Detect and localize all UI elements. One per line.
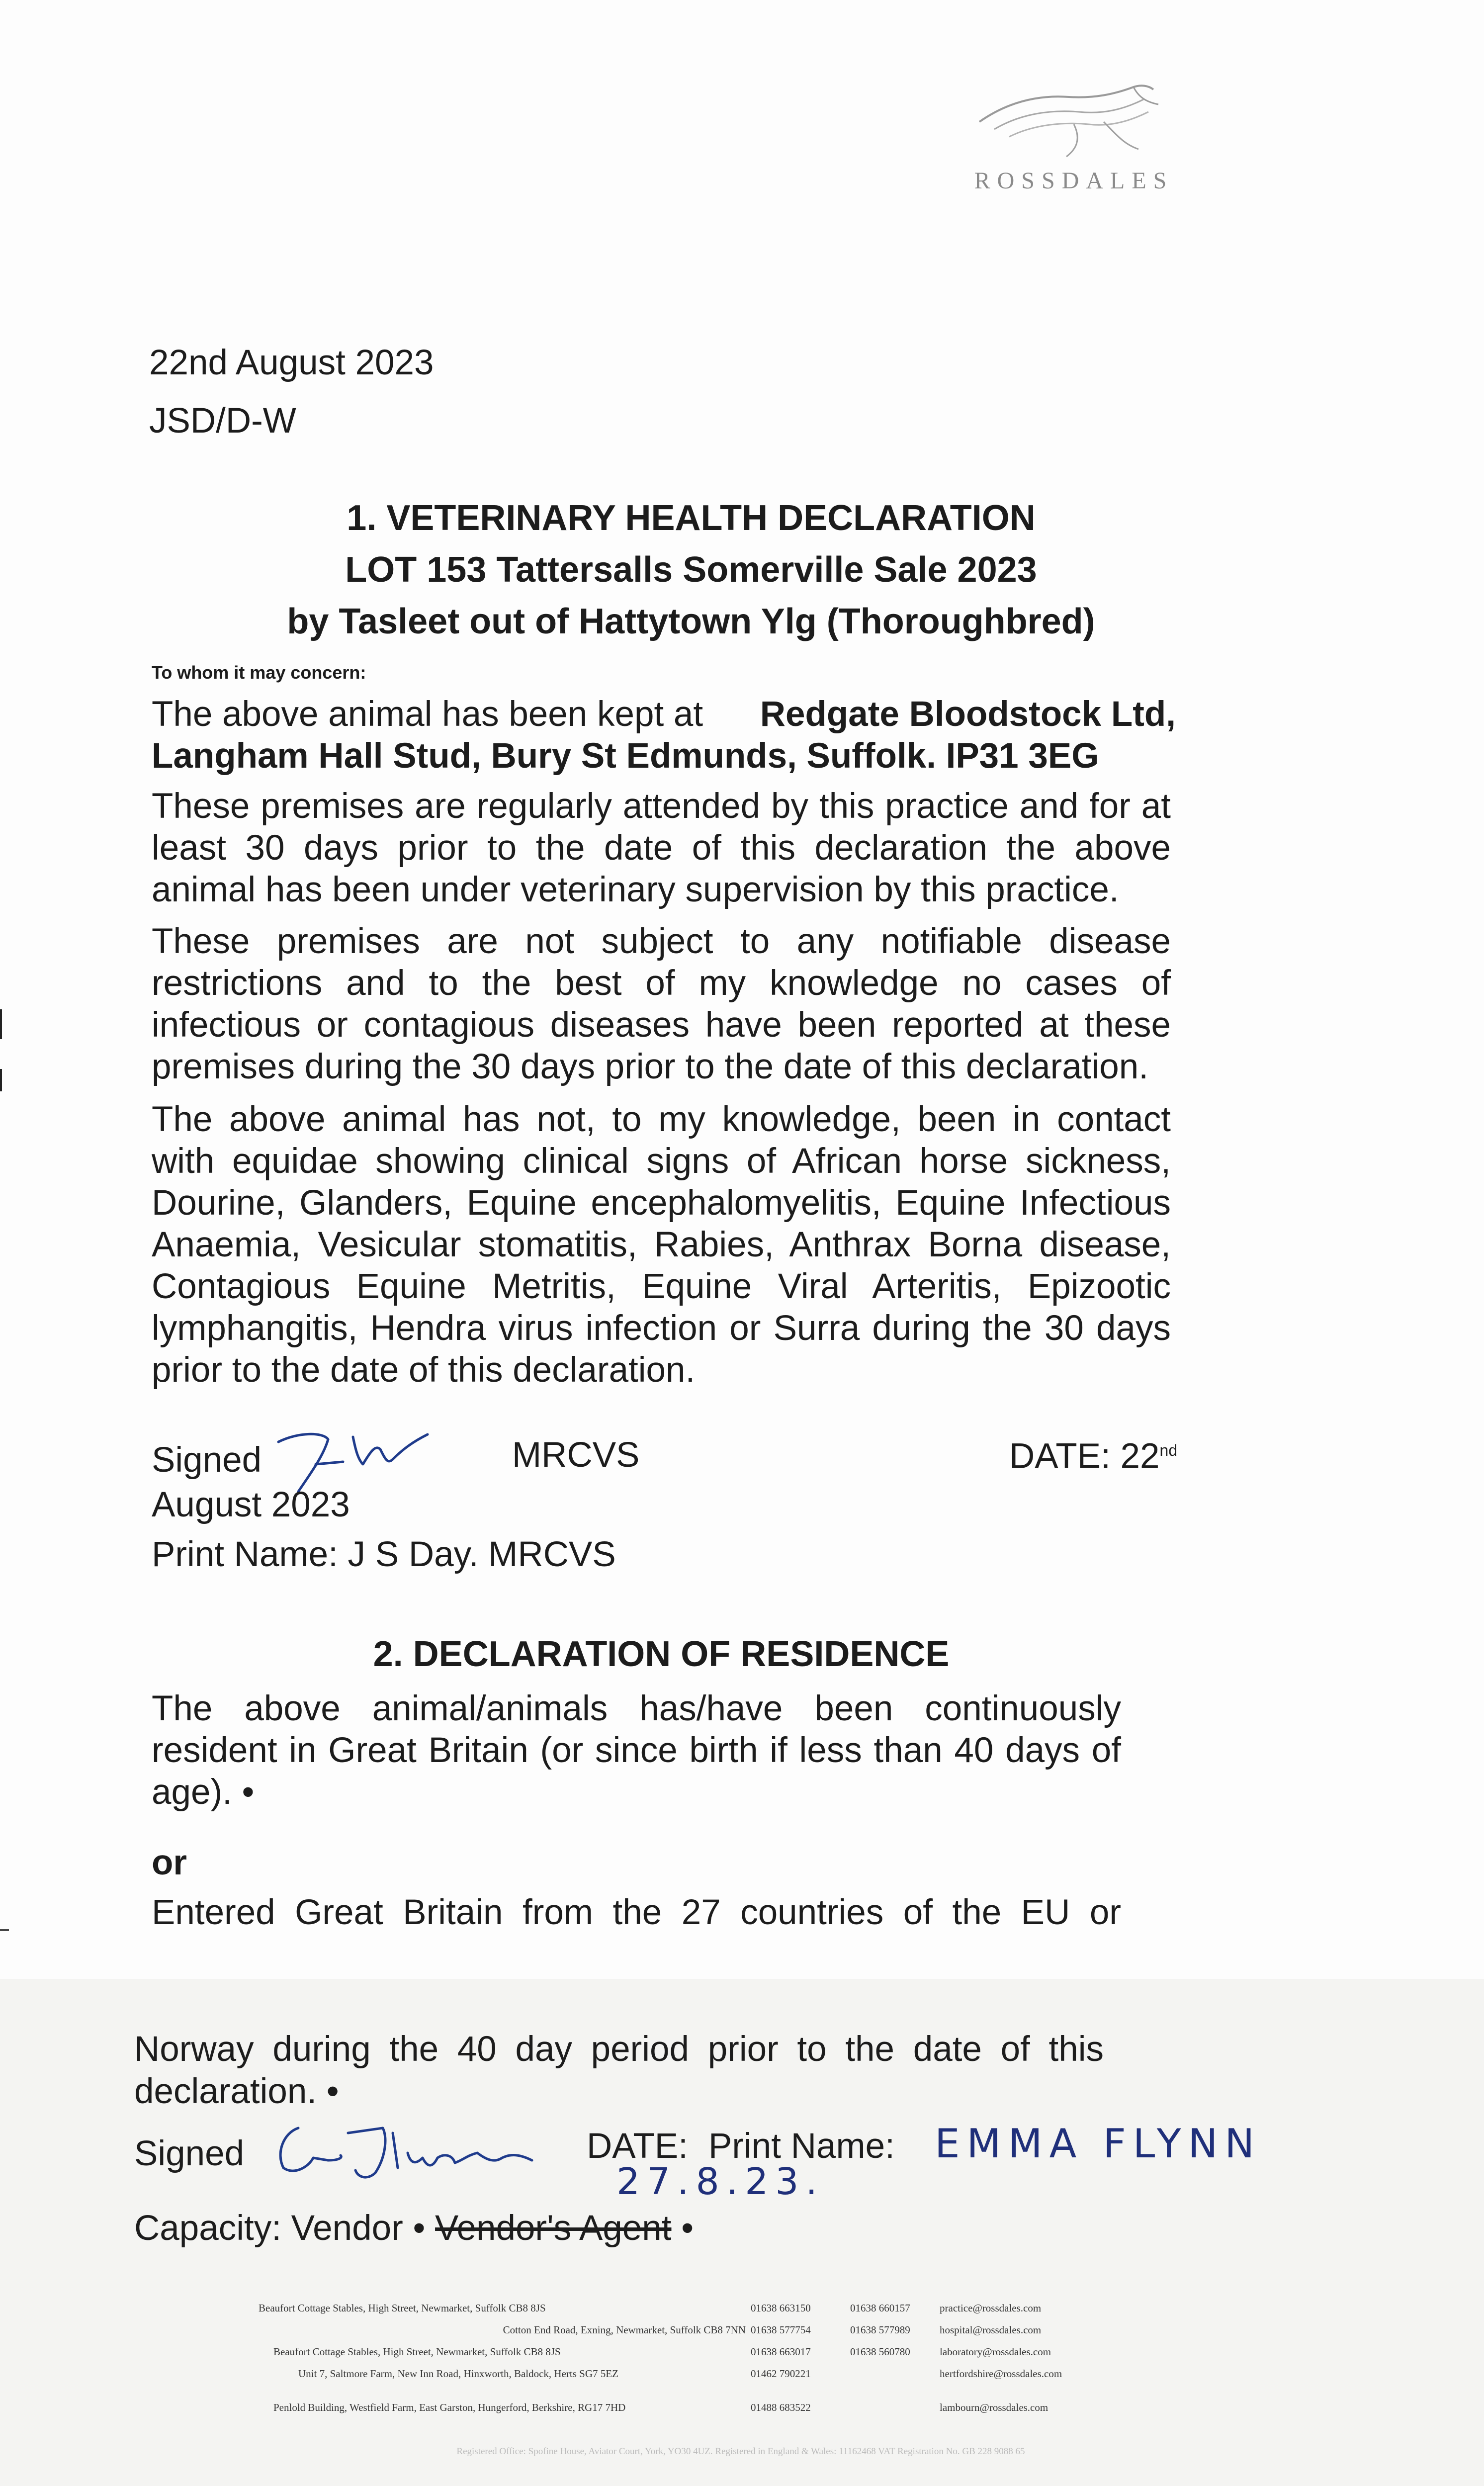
capacity-vendor: Capacity: Vendor • bbox=[134, 2209, 426, 2248]
vendor-print-name-label: Print Name: bbox=[708, 2127, 895, 2166]
vet-print-name: Print Name: J S Day. MRCVS bbox=[152, 1535, 616, 1574]
vendor-signature bbox=[268, 2113, 547, 2188]
para3-line: These premises are not subject to any notifiable disease bbox=[152, 922, 1171, 961]
vet-date bbox=[1009, 1429, 1177, 1478]
registered-office: Registered Office: Spofine House, Aviator Court, York, YO30 4UZ. Registered in England & Wales: 11162468 VAT Registration No. GB 228 9088 65 bbox=[456, 2446, 1025, 2457]
footer-fax: 01638 577989 bbox=[850, 2324, 910, 2336]
residence-paragraph bbox=[152, 694, 1176, 777]
capacity-bullet: • bbox=[681, 2209, 694, 2248]
para1-intro: The above animal has been kept at bbox=[152, 695, 703, 734]
footer-phone: 01488 683522 bbox=[751, 2401, 811, 2413]
para4-line: Anaemia, Vesicular stomatitis, Rabies, Anthrax Borna disease, bbox=[152, 1225, 1171, 1264]
footer-address: Unit 7, Saltmore Farm, New Inn Road, Hinxworth, Baldock, Herts SG7 5EZ bbox=[298, 2368, 618, 2380]
para2-line: These premises are regularly attended by this practice and for at bbox=[152, 787, 1171, 826]
scan-edge-mark bbox=[0, 1069, 2, 1091]
capacity-line bbox=[134, 2208, 694, 2249]
salutation: To whom it may concern: bbox=[152, 662, 366, 683]
para1-address-line1: Redgate Bloodstock Ltd, bbox=[760, 695, 1176, 734]
footer-address: Cotton End Road, Exning, Newmarket, Suffolk CB8 7NN bbox=[503, 2324, 746, 2336]
contact-paragraph bbox=[152, 1099, 1171, 1391]
footer-email: lambourn@rossdales.com bbox=[940, 2401, 1048, 2413]
continuation-page bbox=[0, 1979, 1484, 2486]
rossdales-logo bbox=[969, 75, 1183, 204]
section2-para2-line3: declaration. • bbox=[134, 2072, 339, 2111]
scan-edge-mark bbox=[0, 1009, 2, 1039]
letter-date: 22nd August 2023 bbox=[149, 343, 434, 382]
para4-line: with equidae showing clinical signs of African horse sickness, bbox=[152, 1142, 1171, 1181]
footer-email: practice@rossdales.com bbox=[940, 2302, 1042, 2314]
vet-signed-label: Signed bbox=[152, 1440, 262, 1480]
para4-line: Dourine, Glanders, Equine encephalomyelitis, Equine Infectious bbox=[152, 1183, 1171, 1223]
para4-line: prior to the date of this declaration. bbox=[152, 1350, 696, 1390]
vendor-date-label: DATE: bbox=[587, 2127, 688, 2166]
para2-line: animal has been under veterinary supervision by this practice. bbox=[152, 870, 1119, 909]
section2-para2-line2: Norway during the 40 day period prior to the date of this bbox=[134, 2030, 1104, 2069]
vet-date-continued: August 2023 bbox=[152, 1485, 350, 1524]
vendor-handwritten-date: 27.8.23. bbox=[616, 2160, 824, 2203]
footer-fax: 01638 660157 bbox=[850, 2302, 910, 2314]
section2-para1-line: The above animal/animals has/have been continuously bbox=[152, 1689, 1121, 1728]
capacity-vendors-agent: Vendor's Agent bbox=[435, 2209, 672, 2248]
scan-edge-mark bbox=[0, 1929, 9, 1931]
footer-phone: 01638 577754 bbox=[751, 2324, 811, 2336]
para3-line: premises during the 30 days prior to the date of this declaration. bbox=[152, 1047, 1148, 1086]
section2-para2-line1: Entered Great Britain from the 27 countries of the EU or bbox=[152, 1893, 1121, 1932]
vendor-signed-label: Signed bbox=[134, 2134, 245, 2173]
footer-email: hertfordshire@rossdales.com bbox=[940, 2368, 1062, 2380]
logo-wordmark: ROSSDALES bbox=[974, 168, 1174, 194]
vendor-handwritten-name: EMMA FLYNN bbox=[935, 2121, 1262, 2167]
horse-icon bbox=[974, 75, 1163, 164]
section2-para1-line: age). • bbox=[152, 1773, 255, 1812]
footer-phone: 01462 790221 bbox=[751, 2368, 811, 2380]
vet-mrcvs: MRCVS bbox=[512, 1435, 640, 1475]
section1-title-line3: by Tasleet out of Hattytown Ylg (Thoroughbred) bbox=[287, 602, 1095, 641]
supervision-paragraph bbox=[152, 786, 1171, 911]
section1-title-line2: LOT 153 Tattersalls Somerville Sale 2023 bbox=[345, 550, 1037, 590]
footer-address: Beaufort Cottage Stables, High Street, Newmarket, Suffolk CB8 8JS bbox=[273, 2346, 561, 2358]
or-label: or bbox=[152, 1843, 187, 1882]
para4-line: Contagious Equine Metritis, Equine Viral Arteritis, Epizootic bbox=[152, 1267, 1171, 1306]
footer-address: Beaufort Cottage Stables, High Street, Newmarket, Suffolk CB8 8JS bbox=[259, 2302, 546, 2314]
vet-date-suffix: nd bbox=[1159, 1441, 1178, 1459]
section2-title: 2. DECLARATION OF RESIDENCE bbox=[373, 1634, 950, 1674]
para2-line: least 30 days prior to the date of this declaration the above bbox=[152, 828, 1171, 868]
letter-reference: JSD/D-W bbox=[149, 401, 296, 441]
para4-line: lymphangitis, Hendra virus infection or Surra during the 30 days bbox=[152, 1309, 1171, 1348]
section1-title bbox=[149, 492, 1233, 647]
footer-address: Penlold Building, Westfield Farm, East Garston, Hungerford, Berkshire, RG17 7HD bbox=[273, 2401, 626, 2413]
para4-line: The above animal has not, to my knowledge, been in contact bbox=[152, 1100, 1171, 1139]
restrictions-paragraph bbox=[152, 921, 1171, 1088]
continuous-residence-paragraph bbox=[152, 1688, 1121, 1813]
footer-phone: 01638 663150 bbox=[751, 2302, 811, 2314]
vet-date-label: DATE: 22 bbox=[1009, 1436, 1160, 1476]
section1-title-line1: 1. VETERINARY HEALTH DECLARATION bbox=[347, 498, 1036, 538]
footer-phone: 01638 663017 bbox=[751, 2346, 811, 2358]
footer-fax: 01638 560780 bbox=[850, 2346, 910, 2358]
footer-email: laboratory@rossdales.com bbox=[940, 2346, 1051, 2358]
para3-line: restrictions and to the best of my knowledge no cases of bbox=[152, 964, 1171, 1003]
para1-address-line2: Langham Hall Stud, Bury St Edmunds, Suffolk. IP31 3EG bbox=[152, 736, 1099, 776]
para3-line: infectious or contagious diseases have been reported at these bbox=[152, 1005, 1171, 1045]
section2-para1-line: resident in Great Britain (or since birth if less than 40 days of bbox=[152, 1731, 1121, 1770]
footer-email: hospital@rossdales.com bbox=[940, 2324, 1042, 2336]
